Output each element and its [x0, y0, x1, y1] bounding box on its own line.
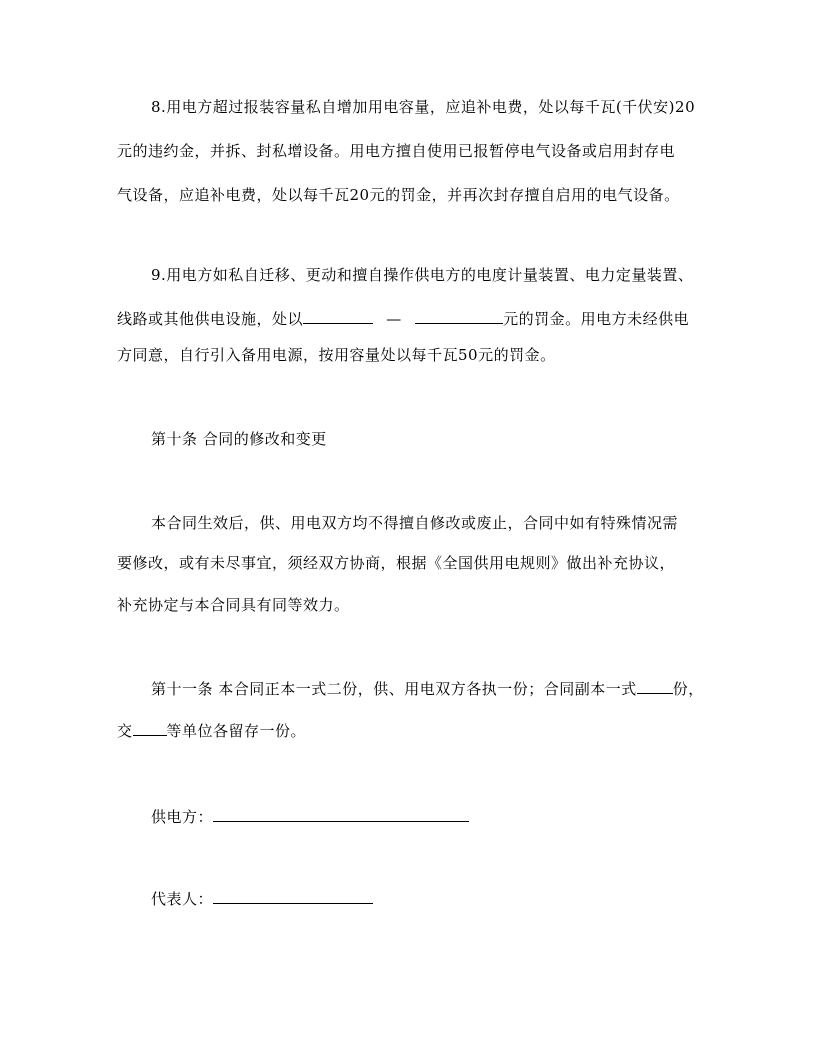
supplier-signature-line	[213, 805, 469, 822]
article-10-line-3: 补充协定与本合同具有同等效力。	[117, 596, 350, 614]
clause-8-line-1: 8.用电方超过报装容量私自增加用电容量，应追补电费，处以每千瓦(千伏安)20	[151, 98, 696, 116]
representative-signature-line	[213, 887, 373, 904]
article-11-line-2-prefix: 交	[117, 722, 133, 740]
article-10-line-1: 本合同生效后，供、用电双方均不得擅自修改或废止，合同中如有特殊情况需	[151, 514, 679, 532]
article-11-line-2-suffix: 等单位各留存一份。	[166, 722, 307, 740]
clause-9-line-3: 方同意，自行引入备用电源，按用容量处以每千瓦50元的罚金。	[117, 346, 556, 364]
article-11-line-1-prefix: 第十一条 本合同正本一式二份，供、用电双方各执一份；合同副本一式	[151, 680, 637, 698]
clause-9-line-2-suffix: 元的罚金。用电方未经供电	[503, 310, 690, 328]
article-10-heading: 第十条 合同的修改和变更	[151, 430, 327, 448]
representative-signature-row	[151, 887, 373, 909]
penalty-min-blank	[303, 309, 373, 324]
clause-9-line-2	[117, 309, 689, 329]
supplier-signature-row	[151, 805, 469, 827]
clause-8-line-3: 气设备，应追补电费，处以每千瓦20元的罚金，并再次封存擅自启用的电气设备。	[117, 186, 680, 204]
clause-9-line-1: 9.用电方如私自迁移、更动和擅自操作供电方的电度计量装置、电力定量装置、	[151, 266, 694, 284]
clause-9-line-2-prefix: 线路或其他供电设施，处以	[117, 310, 304, 328]
unit-name-blank	[133, 721, 167, 736]
representative-label: 代表人：	[151, 890, 214, 908]
article-11-line-1	[151, 679, 704, 699]
article-11-line-1-suffix: 份，	[672, 680, 704, 698]
copy-count-blank	[637, 679, 673, 694]
range-dash: —	[386, 310, 402, 328]
supplier-label: 供电方：	[151, 808, 214, 826]
penalty-max-blank	[415, 309, 503, 324]
article-10-line-2: 要修改，或有未尽事宜，须经双方协商，根据《全国供用电规则》做出补充协议，	[117, 554, 676, 572]
article-11-line-2	[117, 721, 306, 741]
clause-8-line-2: 元的违约金，并拆、封私增设备。用电方擅自使用已报暂停电气设备或启用封存电	[117, 142, 676, 160]
